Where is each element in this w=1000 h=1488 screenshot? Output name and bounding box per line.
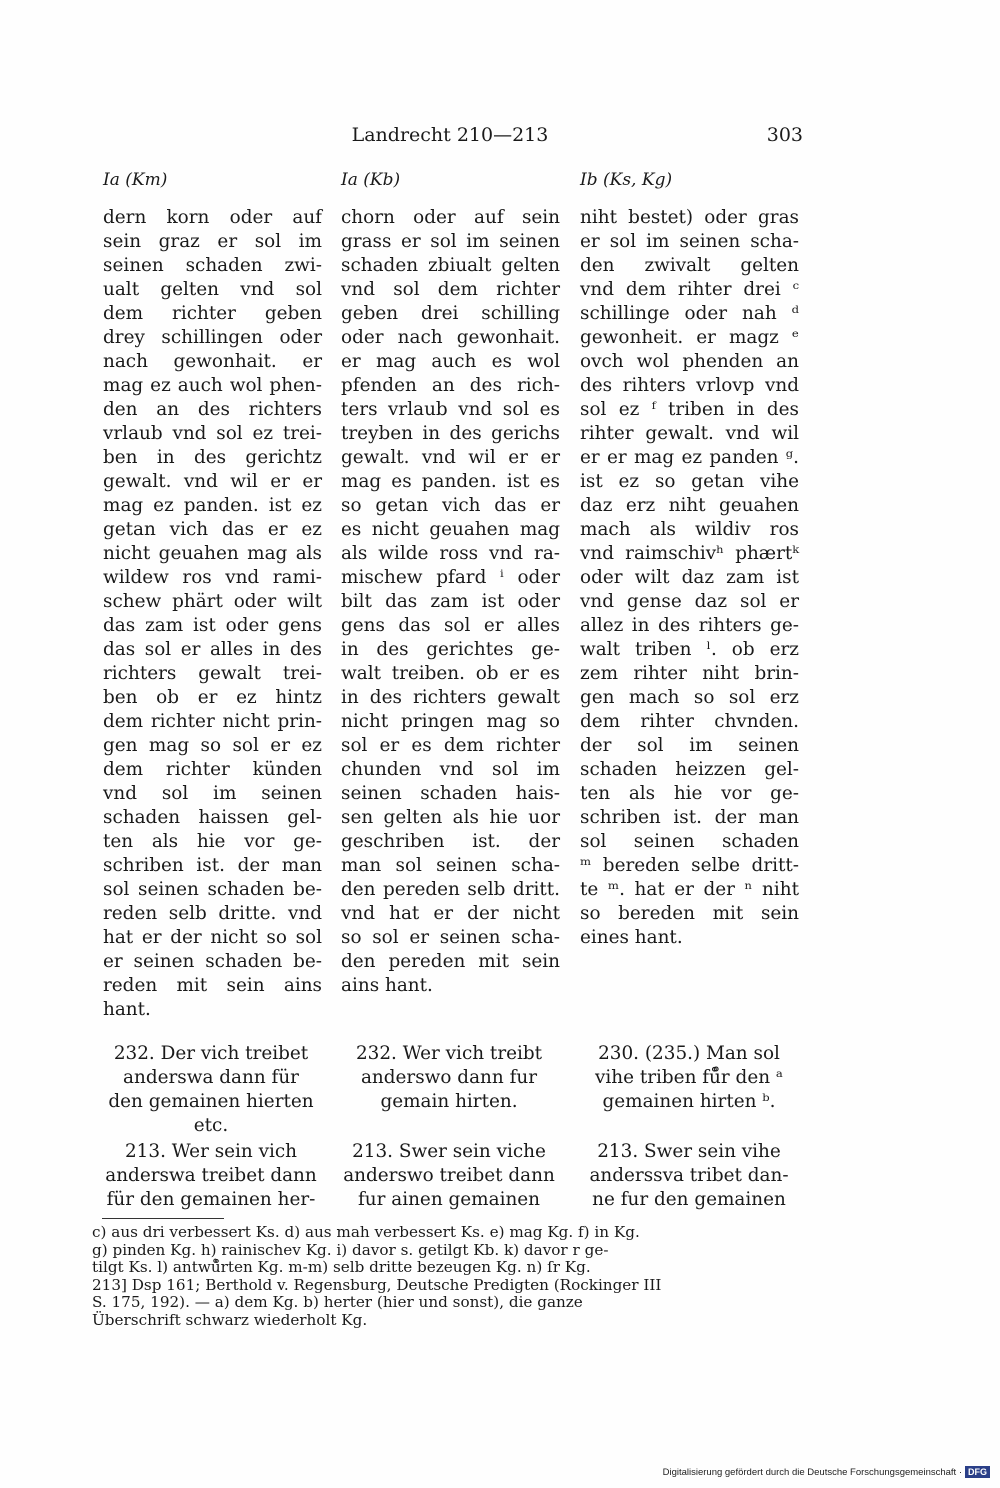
next-section-2 xyxy=(338,1140,560,1212)
text-line: das sol er alles in des xyxy=(103,639,322,660)
text-line: in des richters gewalt xyxy=(341,687,560,708)
text-line: er sol im seinen scha- xyxy=(580,231,799,252)
footnote-line: g) pinden Kg. h) rainischev Kg. i) davor s. getilgt Kb. k) davor r ge- xyxy=(92,1240,609,1259)
dfg-logo: DFG xyxy=(965,1466,990,1478)
text-line: grass er sol im seinen xyxy=(341,231,560,252)
text-line: er er mag ez panden ᵍ. xyxy=(580,447,799,468)
text-line: dem richter künden xyxy=(103,759,322,780)
text-line: daz erz niht geuahen xyxy=(580,495,799,516)
credit-text: Digitalisierung gefördert durch die Deutsche Forschungsgemeinschaft · xyxy=(662,1466,962,1478)
text-line: den pereden mit sein xyxy=(341,951,560,972)
text-line: ualt gelten vnd sol xyxy=(103,279,322,300)
text-line: dem rihter chvnden. xyxy=(580,711,799,732)
column-heading-3: Ib (Ks, Kg) xyxy=(580,170,673,190)
text-line: getan vich das er ez xyxy=(103,519,322,540)
text-line: chunden vnd sol im xyxy=(341,759,560,780)
next-section-3 xyxy=(578,1140,800,1212)
text-line: seinen schaden hais- xyxy=(341,783,560,804)
text-line: vnd gense daz sol er xyxy=(580,591,799,612)
text-line: sein graz er sol im xyxy=(103,231,322,252)
text-line: vnd hat er der nicht xyxy=(341,903,560,924)
footnotes xyxy=(92,1224,802,1329)
text-line: ist ez so getan vihe xyxy=(580,471,799,492)
text-line: mag ez auch wol phen- xyxy=(103,375,322,396)
text-line: ben in des gerichtz xyxy=(103,447,322,468)
text-line: chorn oder auf sein xyxy=(341,207,560,228)
text-line: schriben ist. der man xyxy=(580,807,799,828)
text-line: so sol er seinen scha- xyxy=(341,927,560,948)
text-line: gens das sol er alles xyxy=(341,615,560,636)
section-heading-3 xyxy=(578,1042,800,1114)
column-text-1 xyxy=(103,206,322,1022)
footnote-rule xyxy=(102,1218,224,1219)
footnote-line: Überschrift schwarz wiederholt Kg. xyxy=(92,1310,368,1329)
text-line: mach als wildiv ros xyxy=(580,519,799,540)
section-line: für den gemainen her- xyxy=(106,1189,316,1210)
text-line: dern korn oder auf xyxy=(103,207,322,228)
text-line: den an des richters xyxy=(103,399,322,420)
text-line: nicht pringen mag so xyxy=(341,711,560,732)
text-line: sen gelten als hie uor xyxy=(341,807,560,828)
footnote-line: S. 175, 192). — a) dem Kg. b) herter (hier und sonst), die ganze xyxy=(92,1293,583,1311)
text-line: es nicht geuahen mag xyxy=(341,519,560,540)
text-line: mag es panden. ist es xyxy=(341,471,560,492)
text-line: vrlaub vnd sol ez trei- xyxy=(103,423,322,444)
text-line: reden mit sein ains xyxy=(103,975,322,996)
text-line: der sol im seinen xyxy=(580,735,799,756)
text-line: sol ez ᶠ triben in des xyxy=(580,399,799,420)
text-line: hat er der nicht so sol xyxy=(103,927,322,948)
text-line: dem richter geben xyxy=(103,303,322,324)
text-line: schriben ist. der man xyxy=(103,855,322,876)
text-line: gewonheit. er magz ᵉ xyxy=(580,327,799,348)
text-line: ters vrlaub vnd sol es xyxy=(341,399,560,420)
text-line: vnd raimschivʰ phærtᵏ xyxy=(580,543,799,564)
footnote-line: 213] Dsp 161; Berthold v. Regensburg, Deutsche Predigten (Rockinger III xyxy=(92,1275,662,1294)
text-line: zem rihter niht brin- xyxy=(580,663,799,684)
text-line: so bereden mit sein xyxy=(580,903,799,924)
section-heading-1 xyxy=(100,1042,322,1138)
text-line: oder wilt daz zam ist xyxy=(580,567,799,588)
text-line: oder nach gewonhait. xyxy=(341,327,560,348)
section-line: anderswo dann fur xyxy=(360,1067,538,1088)
text-line: sol seinen schaden xyxy=(580,831,799,852)
text-line: gewalt. vnd wil er er xyxy=(103,471,322,492)
text-line: als wilde ross vnd ra- xyxy=(341,543,560,564)
text-line: mischew pfard ⁱ oder xyxy=(341,567,560,588)
next-section-1 xyxy=(100,1140,322,1212)
text-line: ovch wol phenden an xyxy=(580,351,799,372)
section-line: etc. xyxy=(193,1115,229,1136)
section-line: fur ainen gemainen xyxy=(357,1189,541,1210)
page-title: Landrecht 210—213 xyxy=(351,124,549,146)
text-line: ten als hie vor ge- xyxy=(580,783,799,804)
section-line: anderswo treibet dann xyxy=(343,1165,555,1186)
text-line: vnd dem rihter drei ᶜ xyxy=(580,279,799,300)
section-line: anderswa dann für xyxy=(123,1067,299,1088)
text-line: den zwivalt gelten xyxy=(580,255,799,276)
text-line: ben ob er ez hintz xyxy=(103,687,322,708)
text-line: schaden heizzen gel- xyxy=(580,759,799,780)
text-line: gen mach so sol erz xyxy=(580,687,799,708)
text-line: schaden zbiualt gelten xyxy=(341,255,560,276)
section-heading-2 xyxy=(338,1042,560,1114)
text-line: den pereden selb dritt. xyxy=(341,879,560,900)
text-line: sol seinen schaden be- xyxy=(103,879,322,900)
text-line: dem richter nicht prin- xyxy=(103,711,322,732)
text-line: walt triben ˡ. ob erz xyxy=(580,639,799,660)
text-line: vnd sol dem richter xyxy=(341,279,560,300)
text-line: sol er es dem richter xyxy=(341,735,560,756)
section-line: gemainen hirten ᵇ. xyxy=(602,1091,776,1112)
section-line: den gemainen hierten xyxy=(108,1091,314,1112)
text-line: ains hant. xyxy=(341,975,433,996)
text-line: hant. xyxy=(103,999,151,1020)
text-line: des rihters vrlovp vnd xyxy=(580,375,799,396)
text-line: nach gewonhait. er xyxy=(103,351,322,372)
text-line: nicht geuahen mag als xyxy=(103,543,322,564)
section-line: ne fur den gemainen xyxy=(592,1189,786,1210)
text-line: geben drei schilling xyxy=(341,303,560,324)
text-line: te ᵐ. hat er der ⁿ niht xyxy=(580,879,799,900)
section-line: anderswa treibet dann xyxy=(105,1165,317,1186)
text-line: rihter gewalt. vnd wil xyxy=(580,423,799,444)
text-line: er mag auch es wol xyxy=(341,351,560,372)
text-line: gewalt. vnd wil er er xyxy=(341,447,560,468)
text-line: mag ez panden. ist ez xyxy=(103,495,322,516)
section-line: 230. (235.) Man sol xyxy=(598,1043,780,1064)
text-line: walt treiben. ob er es xyxy=(341,663,560,684)
column-heading-2: Ia (Kb) xyxy=(341,170,401,190)
text-line: ten als hie vor ge- xyxy=(103,831,322,852)
column-text-2 xyxy=(341,206,560,998)
digitization-credit xyxy=(663,1466,990,1478)
footnote-line: c) aus dri verbessert Ks. d) aus mah verbessert Ks. e) mag Kg. f) in Kg. xyxy=(92,1223,640,1241)
text-line: drey schillingen oder xyxy=(103,327,322,348)
column-text-3 xyxy=(580,206,799,950)
footnote-line: tilgt Ks. l) antwů̊rten Kg. m-m) selb dritte bezeugen Kg. n) ſr Kg. xyxy=(92,1258,591,1276)
text-line: schew phärt oder wilt xyxy=(103,591,322,612)
text-line: treyben in des gerichs xyxy=(341,423,560,444)
text-line: in des gerichtes ge- xyxy=(341,639,560,660)
text-line: vnd sol im seinen xyxy=(103,783,322,804)
text-line: schaden haissen gel- xyxy=(103,807,322,828)
column-heading-1: Ia (Km) xyxy=(103,170,168,190)
text-line: niht bestet) oder gras xyxy=(580,207,799,228)
text-line: seinen schaden zwi- xyxy=(103,255,322,276)
text-line: das zam ist oder gens xyxy=(103,615,322,636)
text-line: so getan vich das er xyxy=(341,495,560,516)
section-line: vihe triben fů̊r den ᵃ xyxy=(595,1067,783,1088)
text-line: reden selb dritte. vnd xyxy=(103,903,322,924)
text-line: man sol seinen scha- xyxy=(341,855,560,876)
text-line: geschriben ist. der xyxy=(341,831,560,852)
section-line: gemain hirten. xyxy=(380,1091,518,1112)
text-line: richters gewalt trei- xyxy=(103,663,322,684)
section-line: anderssva tribet dan- xyxy=(589,1165,789,1186)
text-line: er seinen schaden be- xyxy=(103,951,322,972)
section-line: 232. Der vich treibet xyxy=(113,1043,309,1064)
section-line: 213. Swer sein vihe xyxy=(597,1141,781,1162)
text-line: gen mag so sol er ez xyxy=(103,735,322,756)
text-line: allez in des rihters ge- xyxy=(580,615,799,636)
section-line: 213. Swer sein viche xyxy=(352,1141,546,1162)
text-line: ᵐ bereden selbe dritt- xyxy=(580,855,799,876)
section-line: 213. Wer sein vich xyxy=(124,1141,298,1162)
text-line: eines hant. xyxy=(580,927,683,948)
text-line: bilt das zam ist oder xyxy=(341,591,560,612)
text-line: schillinge oder nah ᵈ xyxy=(580,303,799,324)
text-line: wildew ros vnd rami- xyxy=(103,567,322,588)
page-number: 303 xyxy=(766,124,803,146)
section-line: 232. Wer vich treibt xyxy=(355,1043,543,1064)
text-line: pfenden an des rich- xyxy=(341,375,560,396)
